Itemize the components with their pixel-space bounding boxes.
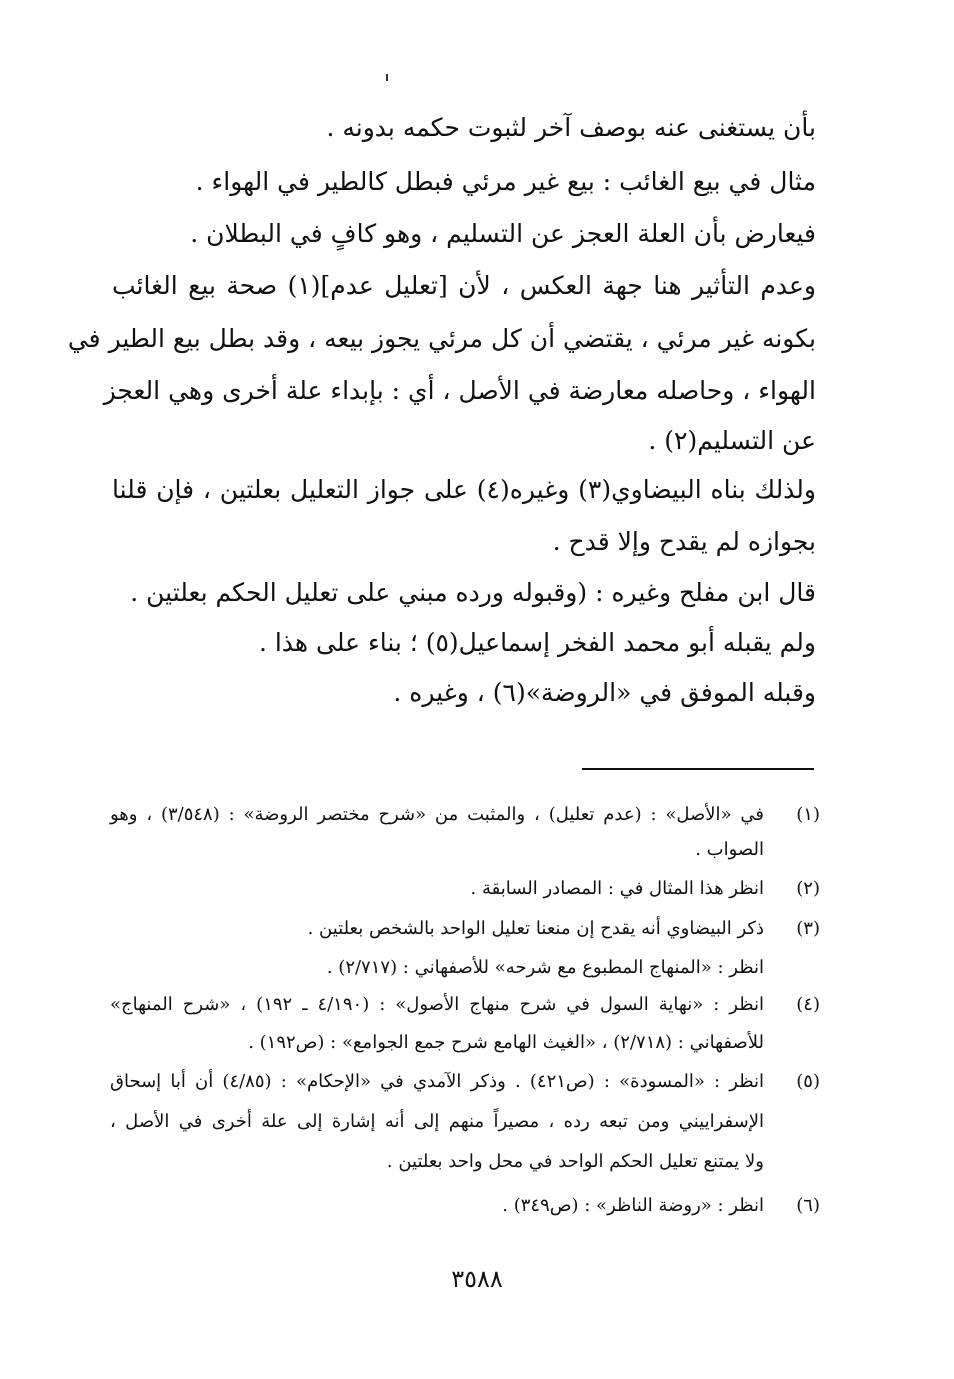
scan-mark xyxy=(386,74,388,81)
main-line: الهواء ، وحاصله معارضة في الأصل ، أي : بإبداء علة أخرى وهي العجز xyxy=(103,376,816,405)
main-line: مثال في بيع الغائب : بيع غير مرئي فبطل كالطير في الهواء . xyxy=(195,167,816,196)
footnote-line: ذكر البيضاوي أنه يقدح إن منعنا تعليل الواحد بالشخص بعلتين . xyxy=(307,918,764,939)
footnote-number: (١) xyxy=(796,804,820,825)
footnote-line: انظر : «المسودة» : (ص٤٢١) . وذكر الآمدي في «الإحكام» : (٤/٨٥) أن أبا إسحاق xyxy=(110,1071,764,1092)
footnote-line: ولا يمتنع تعليل الحكم الواحد في محل واحد بعلتين . xyxy=(386,1151,764,1172)
footnote-line: انظر هذا المثال في : المصادر السابقة . xyxy=(470,878,764,899)
main-line: بجوازه لم يقدح وإلا قدح . xyxy=(552,527,816,556)
main-line: بكونه غير مرئي ، يقتضي أن كل مرئي يجوز بيعه ، وقد بطل بيع الطير في xyxy=(67,324,816,353)
footnote-line: انظر : «نهاية السول في شرح منهاج الأصول» : (٤/١٩٠ ـ ١٩٢) ، «شرح المنهاج» xyxy=(110,994,764,1015)
footnote-line: انظر : «روضة الناظر» : (ص٣٤٩) . xyxy=(502,1195,764,1216)
main-line: قال ابن مفلح وغيره : (وقبوله ورده مبني على تعليل الحكم بعلتين . xyxy=(130,578,816,607)
footnote-number: (٣) xyxy=(796,918,820,939)
main-line: وقبله الموفق في «الروضة»(٦) ، وغيره . xyxy=(393,678,816,707)
footnote-line: انظر : «المنهاج المطبوع مع شرحه» للأصفهاني : (٢/٧١٧) . xyxy=(326,957,764,978)
footnote-number: (٢) xyxy=(796,878,820,899)
main-line: ولذلك بناه البيضاوي(٣) وغيره(٤) على جواز التعليل بعلتين ، فإن قلنا xyxy=(112,475,816,504)
main-line: ولم يقبله أبو محمد الفخر إسماعيل(٥) ؛ بناء على هذا . xyxy=(258,628,816,657)
main-line: بأن يستغنى عنه بوصف آخر لثبوت حكمه بدونه . xyxy=(326,113,816,142)
footnote-number: (٥) xyxy=(796,1071,820,1092)
main-line: عن التسليم(٢) . xyxy=(648,426,816,455)
main-line: وعدم التأثير هنا جهة العكس ، لأن [تعليل عدم](١) صحة بيع الغائب xyxy=(112,271,817,300)
page-number: ٣٥٨٨ xyxy=(451,1265,503,1293)
footnote-number: (٤) xyxy=(796,994,820,1015)
footnote-divider xyxy=(582,768,814,770)
footnote-number: (٦) xyxy=(796,1195,820,1216)
main-line: فيعارض بأن العلة العجز عن التسليم ، وهو كافٍ في البطلان . xyxy=(190,219,816,248)
footnote-line: في «الأصل» : (عدم تعليل) ، والمثبت من «شرح مختصر الروضة» : (٣/٥٤٨) ، وهو xyxy=(110,804,764,825)
footnote-line: الإسفراييني ومن تبعه رده ، مصيراً منهم إلى أنه إشارة إلى علة أخرى في الأصل ، xyxy=(110,1111,764,1132)
footnote-line: الصواب . xyxy=(695,839,764,860)
footnote-line: للأصفهاني : (٢/٧١٨) ، «الغيث الهامع شرح جمع الجوامع» : (ص١٩٢) . xyxy=(248,1032,764,1053)
